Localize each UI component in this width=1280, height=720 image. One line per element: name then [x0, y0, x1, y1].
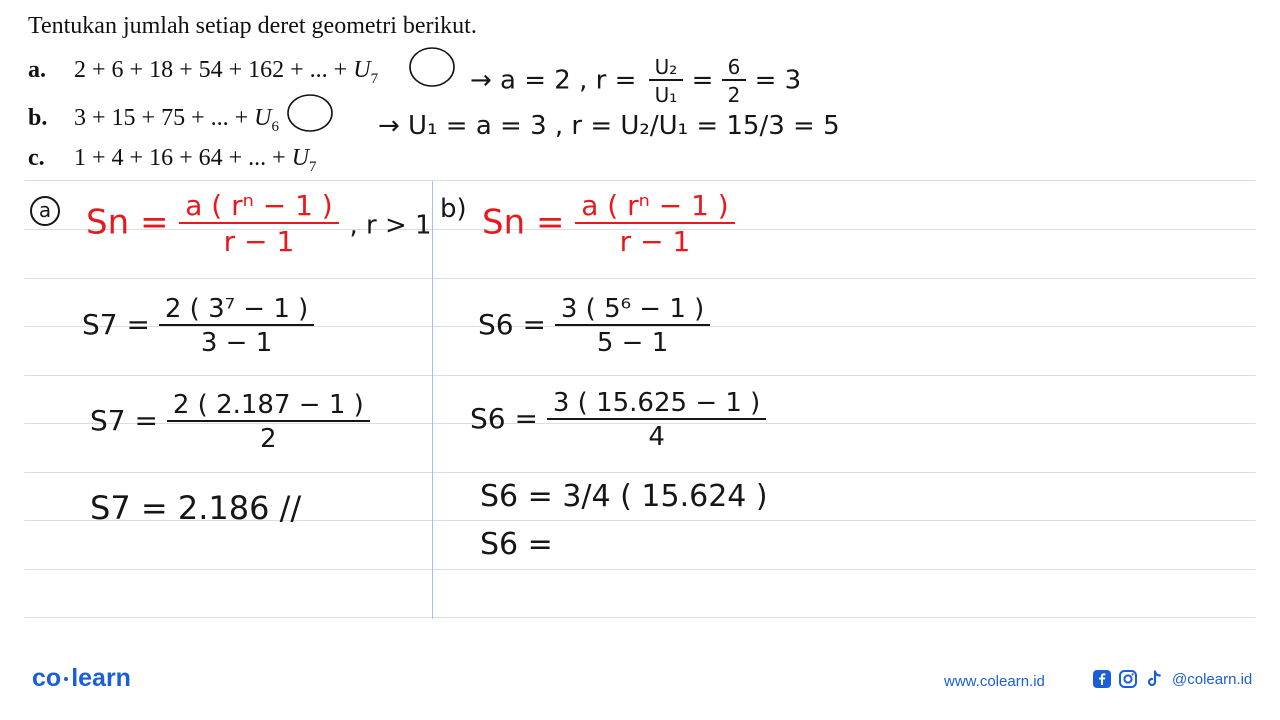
note-a-info: → a = 2 , r = $\frac{\text{U₂}}{\text{U₁}}$ = $\frac{6}{2}$ = 3: [470, 55, 802, 107]
ruled-line: [24, 472, 1256, 473]
solution-b-marker: b): [440, 194, 467, 224]
solution-a-step2: S7 = $\frac{2 ( 2.187 - 1 )}{2}$: [90, 392, 370, 452]
social-links: [1092, 668, 1252, 690]
instagram-icon[interactable]: [1118, 669, 1138, 689]
solution-b-step4: S6 =: [480, 527, 553, 562]
step1-fraction: $\frac{\text{2 ( 3⁷ − 1 )}}{3 - 1}$: [159, 296, 314, 356]
colearn-logo: co learn: [32, 664, 131, 692]
solution-a-marker: a: [30, 196, 60, 226]
ruled-line: [24, 569, 1256, 570]
solution-b-step1: S6 = $\frac{\text{3 ( 5⁶ − 1 )}}{5 - 1}$: [478, 296, 710, 356]
solution-b-step2: S6 = $\frac{3 ( 15.625 - 1 )}{4}$: [470, 390, 766, 450]
circle-mark-u7: [404, 44, 460, 90]
solution-a-step1: S7 = $\frac{\text{2 ( 3⁷ − 1 )}}{3 - 1}$: [82, 296, 314, 356]
formula-fraction: $\frac{\text{a ( rⁿ − 1 )}}{r - 1}$: [575, 192, 734, 256]
website-link[interactable]: www.colearn.id: [944, 673, 1045, 690]
column-divider: [432, 181, 433, 619]
circle-mark-u6: [282, 92, 338, 138]
ruled-line: [24, 180, 1256, 181]
item-label: c.: [28, 145, 45, 171]
ruled-line: [24, 617, 1256, 618]
solution-b-formula: Sn = $\frac{\text{a ( rⁿ − 1 )}}{r - 1}$: [482, 192, 735, 256]
item-label: a.: [28, 57, 46, 83]
ruled-line: [24, 278, 1256, 279]
item-label: b.: [28, 105, 48, 131]
solution-a-result: S7 = 2.186 //: [90, 489, 302, 527]
social-handle[interactable]: @colearn.id: [1172, 670, 1253, 688]
problem-title: Tentukan jumlah setiap deret geometri berikut.: [28, 13, 477, 39]
formula-fraction: $\frac{\text{a ( rⁿ − 1 )}}{r - 1}$: [179, 192, 338, 256]
step2-fraction: $\frac{3 ( 15.625 - 1 )}{4}$: [547, 390, 766, 450]
step2-fraction: $\frac{2 ( 2.187 - 1 )}{2}$: [167, 392, 370, 452]
item-expression: 2 + 6 + 18 + 54 + 162 + ... + $U_7$: [74, 57, 379, 87]
solution-b-step3: S6 = 3/4 ( 15.624 ): [480, 479, 768, 514]
item-expression: 3 + 15 + 75 + ... + $U_6$: [74, 105, 279, 135]
note-a-fraction: $\frac{6}{2}$: [722, 57, 747, 105]
ruled-line: [24, 375, 1256, 376]
item-expression: 1 + 4 + 16 + 64 + ... + $U_7$: [74, 145, 317, 175]
solution-a-formula: Sn = $\frac{\text{a ( rⁿ − 1 )}}{r - 1}$ , r > 1: [86, 189, 432, 258]
facebook-icon[interactable]: [1092, 669, 1112, 689]
step1-fraction: $\frac{\text{3 ( 5⁶ − 1 )}}{5 - 1}$: [555, 296, 710, 356]
note-b-info: → U₁ = a = 3 , r = U₂/U₁ = 15/3 = 5: [378, 111, 840, 141]
tiktok-icon[interactable]: [1144, 669, 1164, 689]
note-a-ratio: $\frac{\text{U₂}}{\text{U₁}}$: [649, 57, 684, 105]
